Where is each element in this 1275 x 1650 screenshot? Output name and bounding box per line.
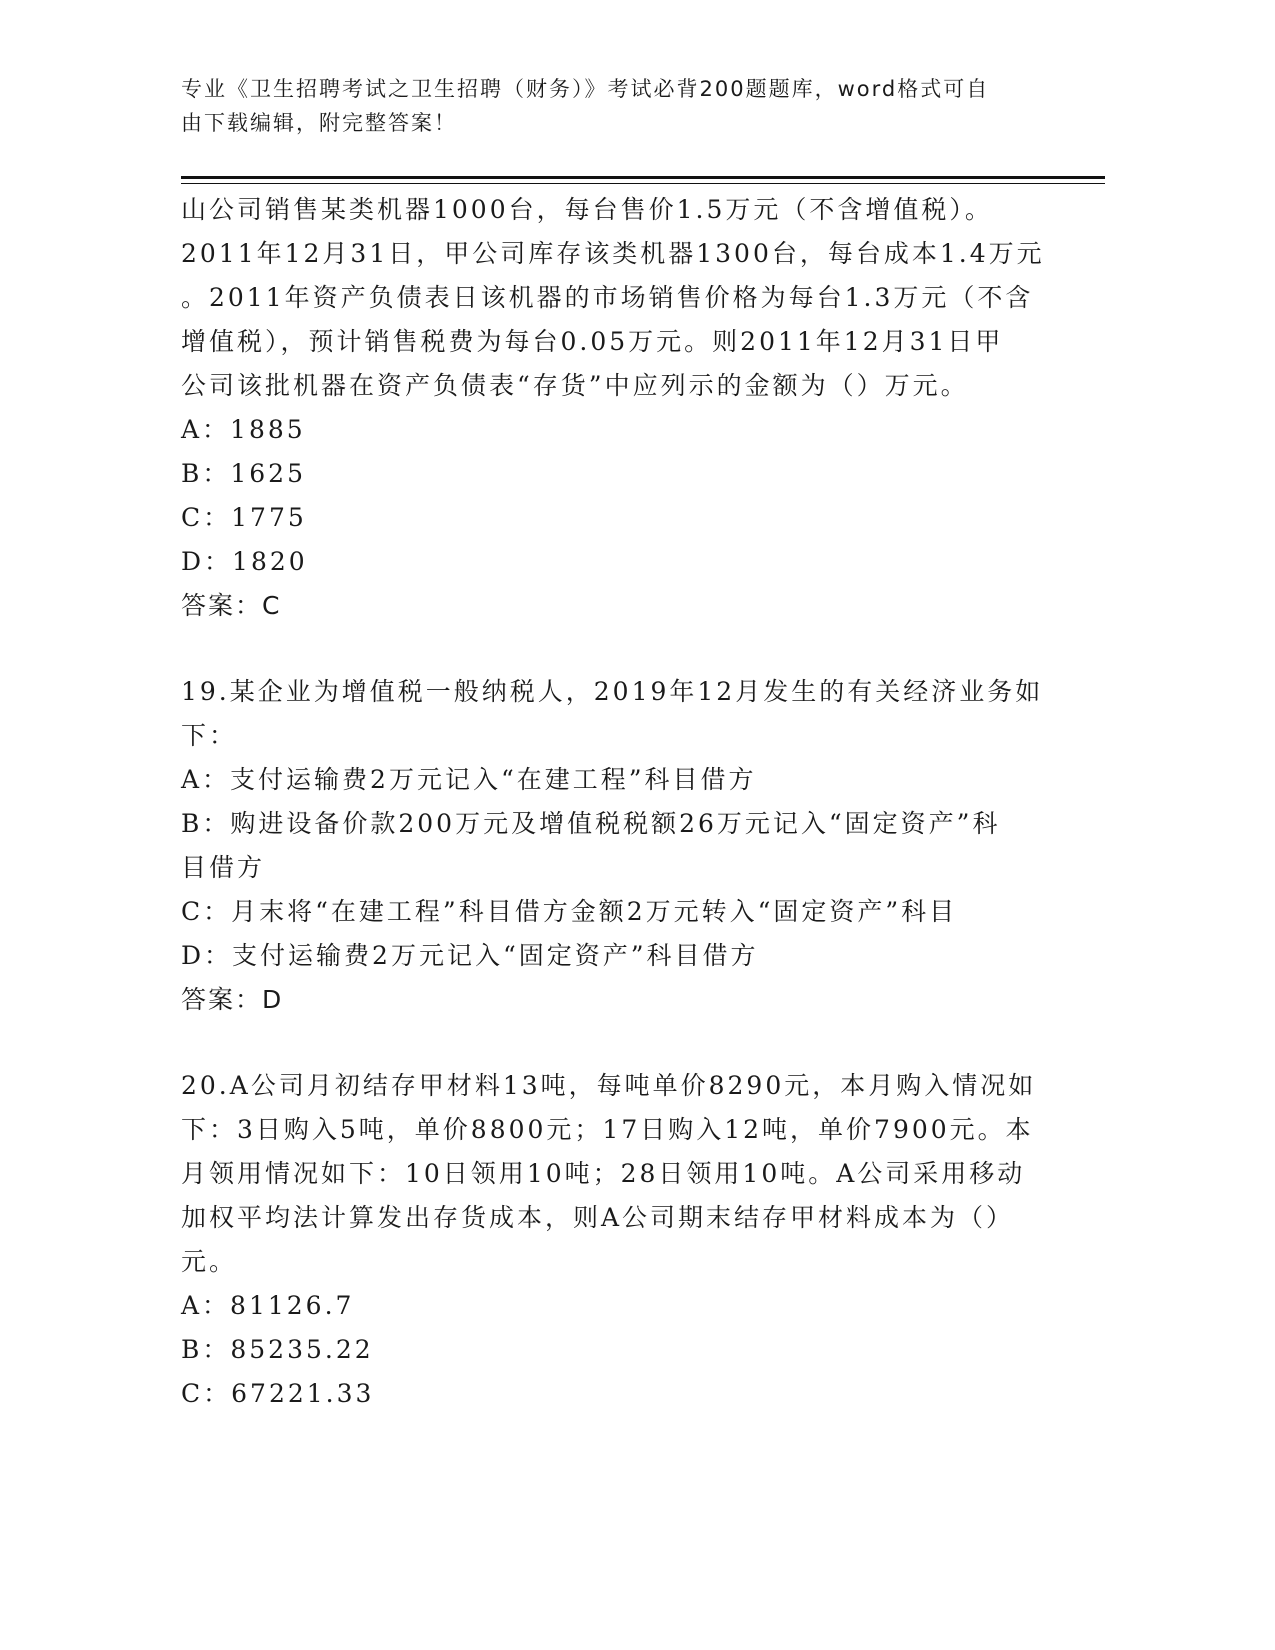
question-spacer	[181, 1022, 1051, 1064]
option-a: A：1885	[181, 415, 306, 444]
option-b: B：1625	[181, 459, 306, 488]
question-spacer	[181, 628, 1051, 670]
header-divider-thin	[181, 183, 1105, 184]
question-18	[181, 188, 1051, 628]
option-c: C：月末将“在建工程”科目借方金额2万元转入“固定资产”科目	[181, 897, 958, 926]
question-stem-line: 。2011年资产负债表日该机器的市场销售价格为每台1.3万元（不含	[181, 283, 1034, 312]
header-line-1: 专业《卫生招聘考试之卫生招聘（财务）》考试必背200题题库，word格式可自	[181, 77, 990, 101]
question-20	[181, 1064, 1051, 1416]
question-stem-line: 19.某企业为增值税一般纳税人，2019年12月发生的有关经济业务如	[181, 677, 1044, 706]
question-stem-line: 加权平均法计算发出存货成本，则A公司期末结存甲材料成本为（）	[181, 1203, 1015, 1232]
option-b: B：购进设备价款200万元及增值税税额26万元记入“固定资产”科	[181, 809, 1001, 838]
question-stem-line: 公司该批机器在资产负债表“存货”中应列示的金额为（）万元。	[181, 371, 969, 400]
question-stem-line: 下：3日购入5吨，单价8800元；17日购入12吨，单价7900元。本	[181, 1115, 1034, 1144]
question-stem-line: 下：	[181, 721, 238, 750]
option-c: C：1775	[181, 503, 307, 532]
option-a: A：81126.7	[181, 1291, 355, 1320]
question-19	[181, 670, 1051, 1022]
question-stem-line: 20.A公司月初结存甲材料13吨，每吨单价8290元，本月购入情况如	[181, 1071, 1037, 1100]
answer-text: 答案：D	[181, 985, 284, 1014]
question-stem-line: 月领用情况如下：10日领用10吨；28日领用10吨。A公司采用移动	[181, 1159, 1026, 1188]
option-b: B：85235.22	[181, 1335, 374, 1364]
option-a: A：支付运输费2万元记入“在建工程”科目借方	[181, 765, 757, 794]
option-c: C：67221.33	[181, 1379, 375, 1408]
header-divider-thick	[181, 176, 1105, 179]
answer-text: 答案：C	[181, 591, 282, 620]
page-header	[181, 72, 1041, 140]
option-b-continued: 目借方	[181, 853, 266, 882]
question-stem-line: 2011年12月31日，甲公司库存该类机器1300台，每台成本1.4万元	[181, 239, 1045, 268]
option-d: D：1820	[181, 547, 308, 576]
question-stem-line: 山公司销售某类机器1000台，每台售价1.5万元（不含增值税）。	[181, 195, 993, 224]
header-line-2: 由下载编辑，附完整答案！	[181, 111, 457, 135]
document-body	[181, 188, 1051, 1416]
question-stem-line: 元。	[181, 1247, 238, 1276]
question-stem-line: 增值税），预计销售税费为每台0.05万元。则2011年12月31日甲	[181, 327, 1004, 356]
option-d: D：支付运输费2万元记入“固定资产”科目借方	[181, 941, 759, 970]
